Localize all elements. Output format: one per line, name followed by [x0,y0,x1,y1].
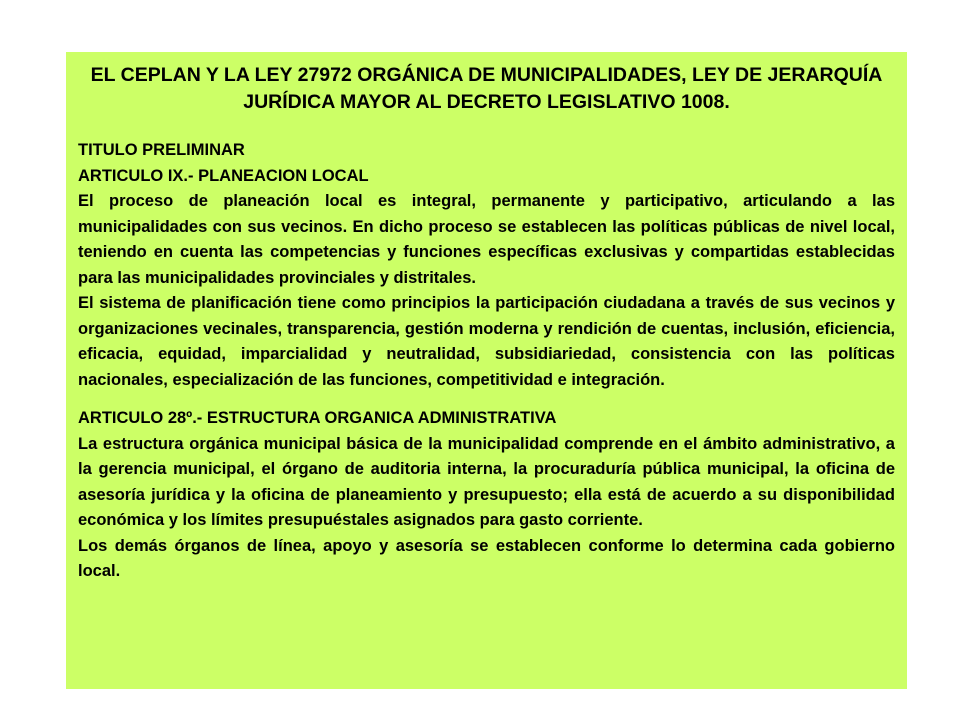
section-heading-articulo-ix: ARTICULO IX.- PLANEACION LOCAL [78,166,369,185]
section-gap [78,393,895,406]
content-panel [66,52,907,689]
paragraph-sistema-planificacion: El sistema de planificación tiene como principios la participación ciudadana a través de sus vecinos y organizaciones vecinales, transparencia, gestión moderna y rendición de cuentas, inclusión, eficiencia, eficacia, equidad, imparcialidad y neutralidad, subsidiariedad, consistencia con las políticas nacionales, especialización de las funciones, competitividad e integración. [78,294,895,389]
section-heading-articulo-28: ARTICULO 28º.- ESTRUCTURA ORGANICA ADMINISTRATIVA [78,409,557,427]
document-body [78,138,895,585]
slide-title: EL CEPLAN Y LA LEY 27972 ORGÁNICA DE MUNICIPALIDADES, LEY DE JERARQUÍA JURÍDICA MAYOR AL DECRETO LEGISLATIVO 1008. [90,64,883,113]
paragraph-estructura-organica: La estructura orgánica municipal básica de la municipalidad comprende en el ámbito administrativo, a la gerencia municipal, el órgano de auditoria interna, la procuraduría pública municipal, la oficina de asesoría jurídica y la oficina de planeamiento y presupuesto; ella está de acuerdo a su disponibilidad económica y los límites presupuéstales asignados para gasto corriente. [78,434,895,529]
paragraph-demas-organos: Los demás órganos de línea, apoyo y asesoría se establecen conforme lo determina cada gobierno local. [78,536,895,580]
section-heading-titulo-preliminar: TITULO PRELIMINAR [78,141,245,159]
paragraph-planeacion-local: El proceso de planeación local es integral, permanente y participativo, articulando a las municipalidades con sus vecinos. En dicho proceso se establecen las políticas públicas de nivel local, teniendo en cuenta las competencias y funciones específicas exclusivas y compartidas establecidas para las municipalidades provinciales y distritales. [78,192,895,287]
